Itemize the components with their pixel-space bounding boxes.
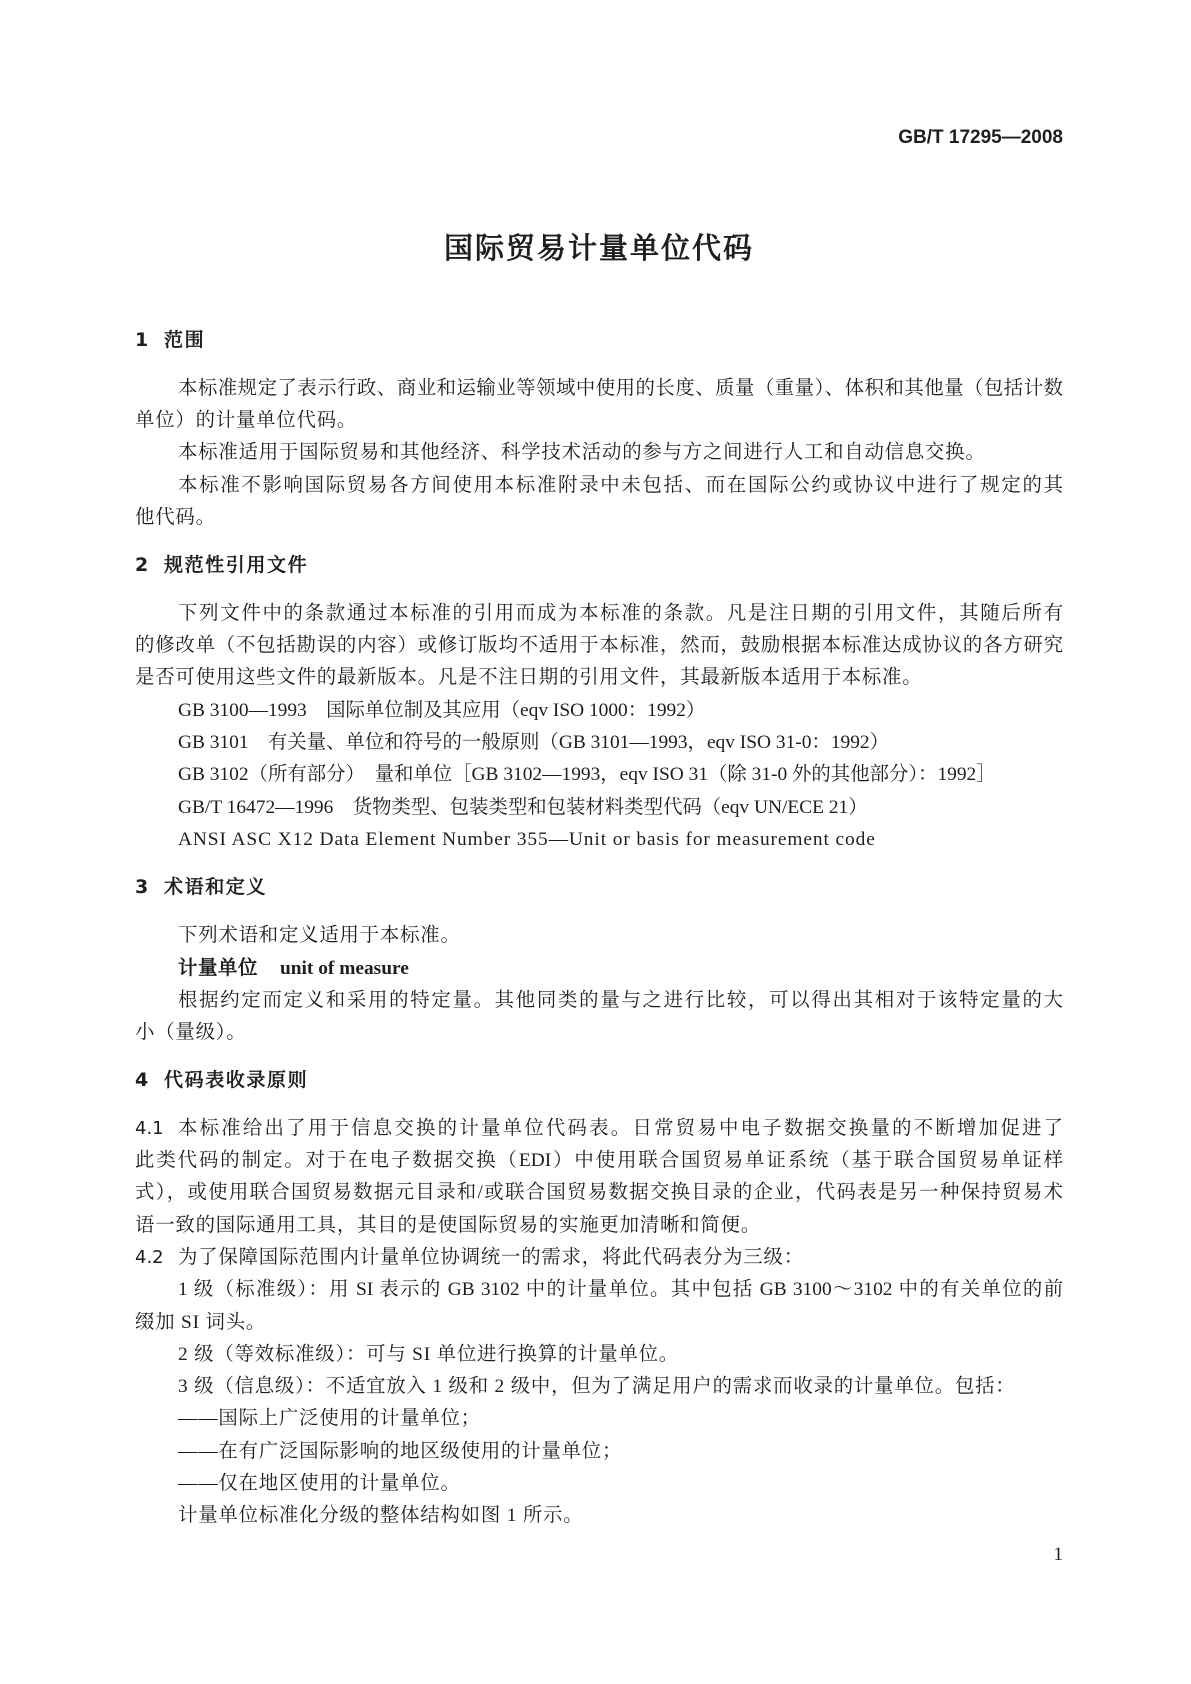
section-code-list-principles: [135, 1049, 1063, 1533]
paragraph-line: 他代码。: [135, 506, 216, 528]
paragraph-line: 本标准规定了表示行政、商业和运输业等领域中使用的长度、质量（重量）、体积和其他量（包括计数: [178, 377, 1063, 399]
term-entry: [135, 952, 1063, 984]
clause-number: 4.2: [135, 1246, 164, 1268]
paragraph-line: 本标准不影响国际贸易各方间使用本标准附录中未包括、而在国际公约或协议中进行了规定的其: [178, 474, 1063, 496]
reference-entry: GB 3102（所有部分） 量和单位［GB 3102—1993，eqv ISO 31（除 31-0 外的其他部分）：1992］: [178, 764, 996, 786]
term-english: unit of measure: [279, 958, 409, 980]
clause-number: 4.1: [135, 1117, 164, 1139]
page-number: 1: [1053, 1544, 1063, 1565]
paragraph-line: 此类代码的制定。对于在电子数据交换（EDI）中使用联合国贸易单证系统（基于联合国贸易单证样: [135, 1150, 1063, 1172]
paragraph-line: 下列术语和定义适用于本标准。: [178, 924, 461, 946]
document-title: 国际贸易计量单位代码: [443, 231, 754, 265]
paragraph-line: 式），或使用联合国贸易数据元目录和/或联合国贸易数据交换目录的企业，代码表是另一种保持贸易术: [135, 1182, 1063, 1204]
clause-line: [135, 1242, 1063, 1274]
definition-line: 小（量级）。: [135, 1021, 247, 1043]
section-number: 2: [135, 554, 149, 577]
paragraph-line: 2 级（等效标准级）：可与 SI 单位进行换算的计量单位。: [178, 1343, 679, 1365]
paragraph-line: 语一致的国际通用工具，其目的是使国际贸易的实施更加清晰和简便。: [135, 1214, 761, 1236]
clause-text: 为了保障国际范围内计量单位协调统一的需求，将此代码表分为三级：: [178, 1246, 804, 1268]
section-number: 4: [135, 1069, 149, 1092]
paragraph-line: 本标准适用于国际贸易和其他经济、科学技术活动的参与方之间进行人工和自动信息交换。: [178, 442, 986, 464]
section-number: 3: [135, 876, 149, 899]
term-chinese: 计量单位: [178, 956, 258, 980]
standard-code: GB/T 17295—2008: [898, 127, 1063, 148]
paragraph-line: 单位）的计量单位代码。: [135, 409, 358, 431]
reference-entry: ANSI ASC X12 Data Element Number 355—Unit or basis for measurement code: [178, 828, 876, 850]
section-title: 范围: [164, 329, 206, 351]
section-heading: [135, 1049, 1063, 1113]
clause-text: 本标准给出了用于信息交换的计量单位代码表。日常贸易中电子数据交换量的不断增加促进了: [178, 1117, 1063, 1139]
list-item: ——仅在地区使用的计量单位。: [178, 1473, 461, 1495]
reference-entry: GB 3100—1993 国际单位制及其应用（eqv ISO 1000：1992）: [178, 699, 706, 721]
section-number: 1: [135, 329, 149, 351]
reference-entry: GB 3101 有关量、单位和符号的一般原则（GB 3101—1993，eqv ISO 31-0：1992）: [178, 732, 889, 754]
section-title: 规范性引用文件: [164, 554, 309, 577]
section-heading: [135, 856, 1063, 920]
paragraph-line: 缀加 SI 词头。: [135, 1311, 267, 1333]
section-terms-definitions: [135, 856, 1063, 1049]
paragraph-line: 3 级（信息级）：不适宜放入 1 级和 2 级中，但为了满足用户的需求而收录的计量单位。包括：: [178, 1376, 1016, 1398]
paragraph-line: 计量单位标准化分级的整体结构如图 1 所示。: [178, 1505, 584, 1527]
section-heading: [135, 309, 1063, 373]
paragraph-line: 的修改单（不包括勘误的内容）或修订版均不适用于本标准，然而，鼓励根据本标准达成协议的各方研究: [135, 635, 1063, 657]
paragraph-line: 1 级（标准级）：用 SI 表示的 GB 3102 中的计量单位。其中包括 GB 3100～3102 中的有关单位的前: [178, 1279, 1063, 1301]
paragraph-line: 下列文件中的条款通过本标准的引用而成为本标准的条款。凡是注日期的引用文件，其随后所有: [178, 602, 1063, 624]
section-heading: [135, 534, 1063, 598]
list-item: ——国际上广泛使用的计量单位；: [178, 1408, 481, 1430]
list-item: ——在有广泛国际影响的地区级使用的计量单位；: [178, 1440, 623, 1462]
clause-line: [135, 1113, 1063, 1145]
definition-line: 根据约定而定义和采用的特定量。其他同类的量与之进行比较，可以得出其相对于该特定量的大: [178, 989, 1063, 1011]
section-normative-references: [135, 534, 1063, 856]
reference-entry: GB/T 16472—1996 货物类型、包装类型和包装材料类型代码（eqv UN/ECE 21）: [178, 796, 868, 818]
section-title: 术语和定义: [164, 876, 268, 899]
paragraph-line: 是否可使用这些文件的最新版本。凡是不注日期的引用文件，其最新版本适用于本标准。: [135, 667, 923, 689]
section-scope: [135, 309, 1063, 534]
document-body: [135, 309, 1063, 1533]
section-title: 代码表收录原则: [164, 1069, 309, 1092]
